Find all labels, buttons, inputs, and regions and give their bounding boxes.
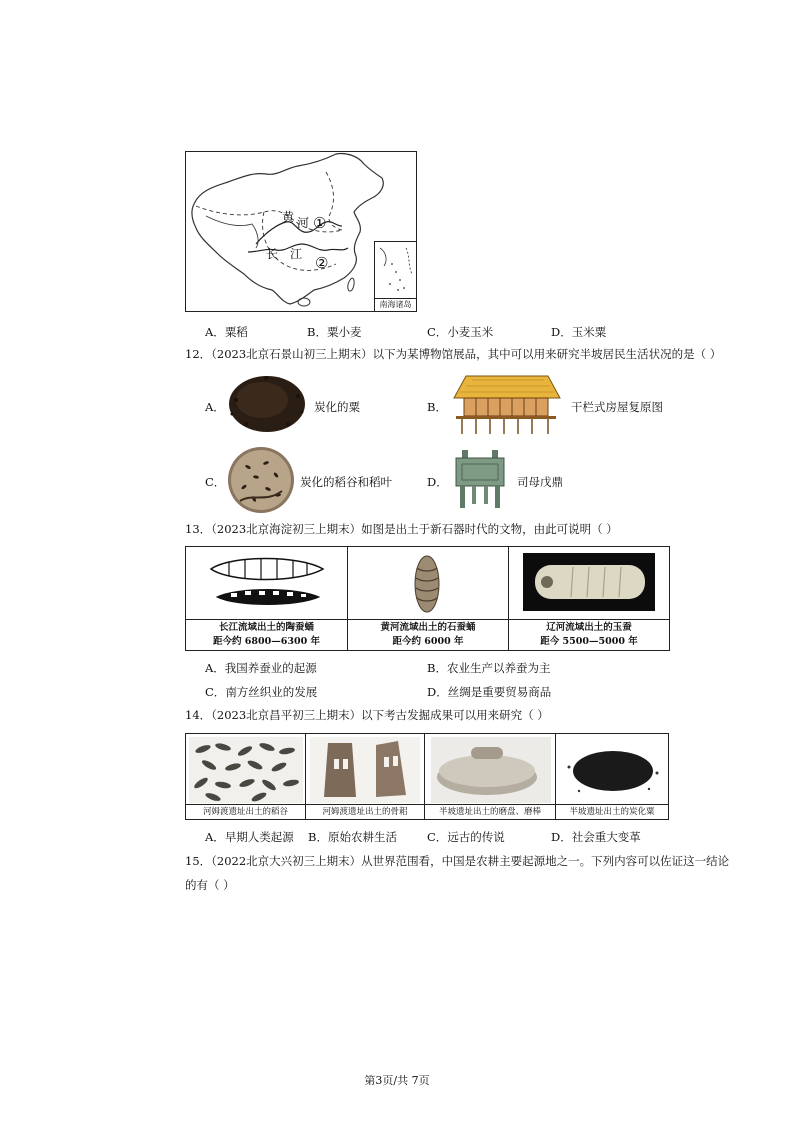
map-marker-2: ② xyxy=(315,254,329,272)
q14-cell-millstone xyxy=(425,734,556,819)
china-map-figure xyxy=(185,151,417,312)
map-label-huanghe-1: 黄 xyxy=(282,210,295,224)
stilt-house-image xyxy=(452,374,562,436)
q13-option-a[interactable]: A．我国养蚕业的起源 xyxy=(205,661,317,675)
inset-label: 南海诸岛 xyxy=(375,298,416,311)
banpo-millstone-photo xyxy=(431,737,551,803)
q13-caption-3-line1: 辽河流域出土的玉蚕 xyxy=(546,622,632,633)
q12-option-d-letter[interactable]: D． xyxy=(427,475,448,489)
q11-option-a[interactable]: A．粟稻 xyxy=(205,325,248,339)
page-number: 第3页/共 7页 xyxy=(364,1074,430,1087)
q11-option-b[interactable]: B．粟小麦 xyxy=(307,325,362,339)
q12-option-b-text: 干栏式房屋复原图 xyxy=(571,400,663,414)
south-china-sea-inset xyxy=(374,241,416,311)
q11-option-d[interactable]: D．玉米粟 xyxy=(551,325,607,339)
q13-cell-stone-silkworm xyxy=(348,547,509,650)
q13-option-b[interactable]: B．农业生产以养蚕为主 xyxy=(427,661,551,675)
map-label-huanghe-2: 河 xyxy=(297,216,310,230)
q13-option-c[interactable]: C．南方丝织业的发展 xyxy=(205,685,318,699)
map-label-changjiang-1: 长 xyxy=(266,247,279,261)
q13-cell-jade-silkworm xyxy=(509,547,669,650)
q11-option-c[interactable]: C．小麦玉米 xyxy=(427,325,494,339)
jade-silkworm-photo xyxy=(523,553,655,611)
pottery-silkworm-drawing xyxy=(187,549,347,619)
simuwu-ding-image xyxy=(452,448,508,510)
q14-cell-carbon-millet xyxy=(556,734,668,819)
q12-option-b-letter[interactable]: B． xyxy=(427,400,447,414)
q14-caption-3: 半坡遗址出土的磨盘、磨棒 xyxy=(425,804,555,819)
q14-cell-rice xyxy=(186,734,306,819)
q13-caption-2-line2: 距今约 6000 年 xyxy=(392,636,464,647)
map-label-changjiang-2: 江 xyxy=(290,247,303,261)
q13-figure-table xyxy=(185,546,670,651)
q13-caption-1-line1: 长江流域出土的陶蚕蛹 xyxy=(218,622,314,633)
q14-option-b[interactable]: B．原始农耕生活 xyxy=(308,830,397,844)
q13-stem: 13．（2023北京海淀初三上期末）如图是出土于新石器时代的文物，由此可说明（ ） xyxy=(185,522,618,536)
q13-caption-1-line2: 距今约 6800—6300 年 xyxy=(213,636,320,647)
q12-option-c-letter[interactable]: C． xyxy=(205,475,226,489)
q12-option-a-text: 炭化的粟 xyxy=(314,400,360,414)
q12-stem: 12．（2023北京石景山初三上期末）以下为某博物馆展品，其中可以用来研究半坡居民生活状况的是（ ） xyxy=(185,347,722,361)
q14-caption-1: 河姆渡遗址出土的稻谷 xyxy=(186,804,305,819)
q14-figure-table xyxy=(185,733,669,820)
stone-silkworm-drawing xyxy=(412,552,442,616)
q14-option-a[interactable]: A．早期人类起源 xyxy=(205,830,294,844)
carbonized-rice-image xyxy=(226,445,296,515)
q12-option-d-text: 司母戊鼎 xyxy=(517,475,563,489)
q13-caption-3-line2: 距今 5500—5000 年 xyxy=(540,636,638,647)
inset-islands xyxy=(376,244,416,300)
banpo-carbonized-millet-photo xyxy=(559,737,665,803)
q12-option-a-letter[interactable]: A． xyxy=(205,400,225,414)
map-marker-1: ① xyxy=(313,214,327,232)
q14-option-c[interactable]: C．远古的传说 xyxy=(427,830,505,844)
q14-cell-bone-spade xyxy=(306,734,425,819)
q12-option-c-text: 炭化的稻谷和稻叶 xyxy=(300,475,392,489)
q15-stem-line1: 15．（2022北京大兴初三上期末）从世界范围看，中国是农耕主要起源地之一。下列内容可以佐证这一结论 xyxy=(185,854,730,868)
q14-option-d[interactable]: D．社会重大变革 xyxy=(551,830,641,844)
q14-caption-2: 河姆渡遗址出土的骨耜 xyxy=(306,804,424,819)
q15-stem-line2: 的有（ ） xyxy=(185,878,235,892)
q14-stem: 14．（2023北京昌平初三上期末）以下考古发掘成果可以用来研究（ ） xyxy=(185,708,549,722)
q13-caption-2-line1: 黄河流域出土的石蚕蛹 xyxy=(380,622,476,633)
q14-caption-4: 半坡遗址出土的炭化粟 xyxy=(556,804,668,819)
q13-option-d[interactable]: D．丝绸是重要贸易商品 xyxy=(427,685,552,699)
carbonized-millet-image xyxy=(226,370,308,436)
hemudu-bone-spade-photo xyxy=(310,737,420,803)
q13-cell-pottery-silkworm xyxy=(186,547,348,650)
hemudu-rice-photo xyxy=(189,737,303,803)
